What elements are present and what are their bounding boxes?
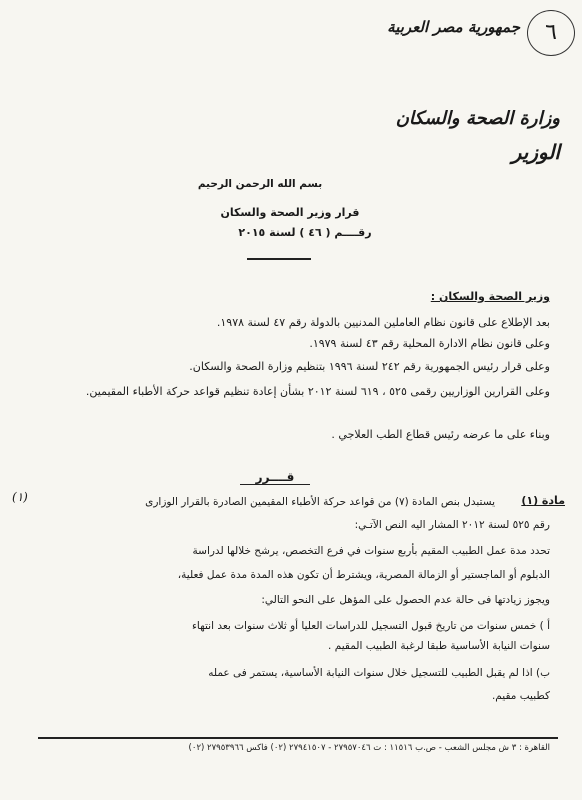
preamble-line: وعلى قرار رئيس الجمهورية رقم ٢٤٢ لسنة ١٩٩٦ بتنظيم وزارة الصحة والسكان.: [189, 360, 550, 373]
article-line: كطبيب مقيم.: [491, 690, 550, 702]
letterhead-republic: جمهورية مصر العربية: [387, 18, 520, 36]
decree-number: رقــــم ( ٤٦ ) لسنة ٢٠١٥: [238, 226, 372, 239]
letterhead-minister: الوزير: [511, 140, 560, 164]
page-number: ٦: [545, 20, 557, 45]
addressee: وزير الصحة والسكان :: [430, 290, 550, 303]
preamble-line: وبناء على ما عرضه رئيس قطاع الطب العلاجي .: [331, 428, 550, 441]
page-number-circle: [527, 10, 575, 56]
basmala: بسم الله الرحمن الرحيم: [197, 178, 323, 190]
article-line: ب) اذا لم يقبل الطبيب للتسجيل خلال سنوات النيابة الأساسية، يستمر فى عمله: [208, 667, 550, 679]
preamble-line: بعد الإطلاع على قانون نظام العاملين المدنيين بالدولة رقم ٤٧ لسنة ١٩٧٨.: [216, 316, 550, 329]
article-line: سنوات النيابة الأساسية طبقا لرغبة الطبيب المقيم .: [328, 640, 550, 652]
article-line: يستبدل بنص المادة (٧) من قواعد حركة الأطباء المقيمين الصادرة بالقرار الوزارى: [145, 496, 495, 508]
preamble-line: وعلى قانون نظام الادارة المحلية رقم ٤٣ لسنة ١٩٧٩.: [309, 337, 550, 350]
article-line: الدبلوم أو الماجستير أو الزمالة المصرية، ويشترط أن تكون هذه المدة مدة عمل فعلية،: [177, 569, 550, 581]
preamble-line: وعلى القرارين الوزاريين رقمى ٥٢٥ ، ٦١٩ لسنة ٢٠١٢ بشأن إعادة تنظيم قواعد حركة الأطباء المقيمين.: [85, 385, 550, 398]
letterhead-ministry: وزارة الصحة والسكان: [395, 108, 560, 129]
article-line: أ ) خمس سنوات من تاريخ قبول التسجيل للدراسات العليا أو ثلاث سنوات بعد انتهاء: [192, 620, 550, 632]
margin-mark: (١): [12, 490, 28, 504]
decides-heading: قــــرر: [240, 470, 310, 485]
article-line: تحدد مدة عمل الطبيب المقيم بأربع سنوات في فرع التخصص، يرشح خلالها لدراسة: [192, 545, 550, 557]
decree-title: قرار وزير الصحة والسكان: [220, 206, 360, 219]
article-line: رقم ٥٢٥ لسنة ٢٠١٢ المشار اليه النص الآتـي:: [354, 519, 550, 531]
footer-address: القاهرة : ٣ ش مجلس الشعب - ص.ب ١١٥١٦ : ت ٢٧٩٥٧٠٤٦ - ٢٧٩٤١٥٠٧ (٠٢) فاكس ٢٧٩٥٣٩٦٦ (٠٢): [188, 743, 550, 753]
article-label: مادة (١): [521, 494, 565, 507]
title-divider: [247, 258, 311, 260]
footer-divider: [38, 737, 558, 739]
article-line: ويجوز زيادتها فى حالة عدم الحصول على المؤهل على النحو التالي:: [261, 594, 550, 606]
